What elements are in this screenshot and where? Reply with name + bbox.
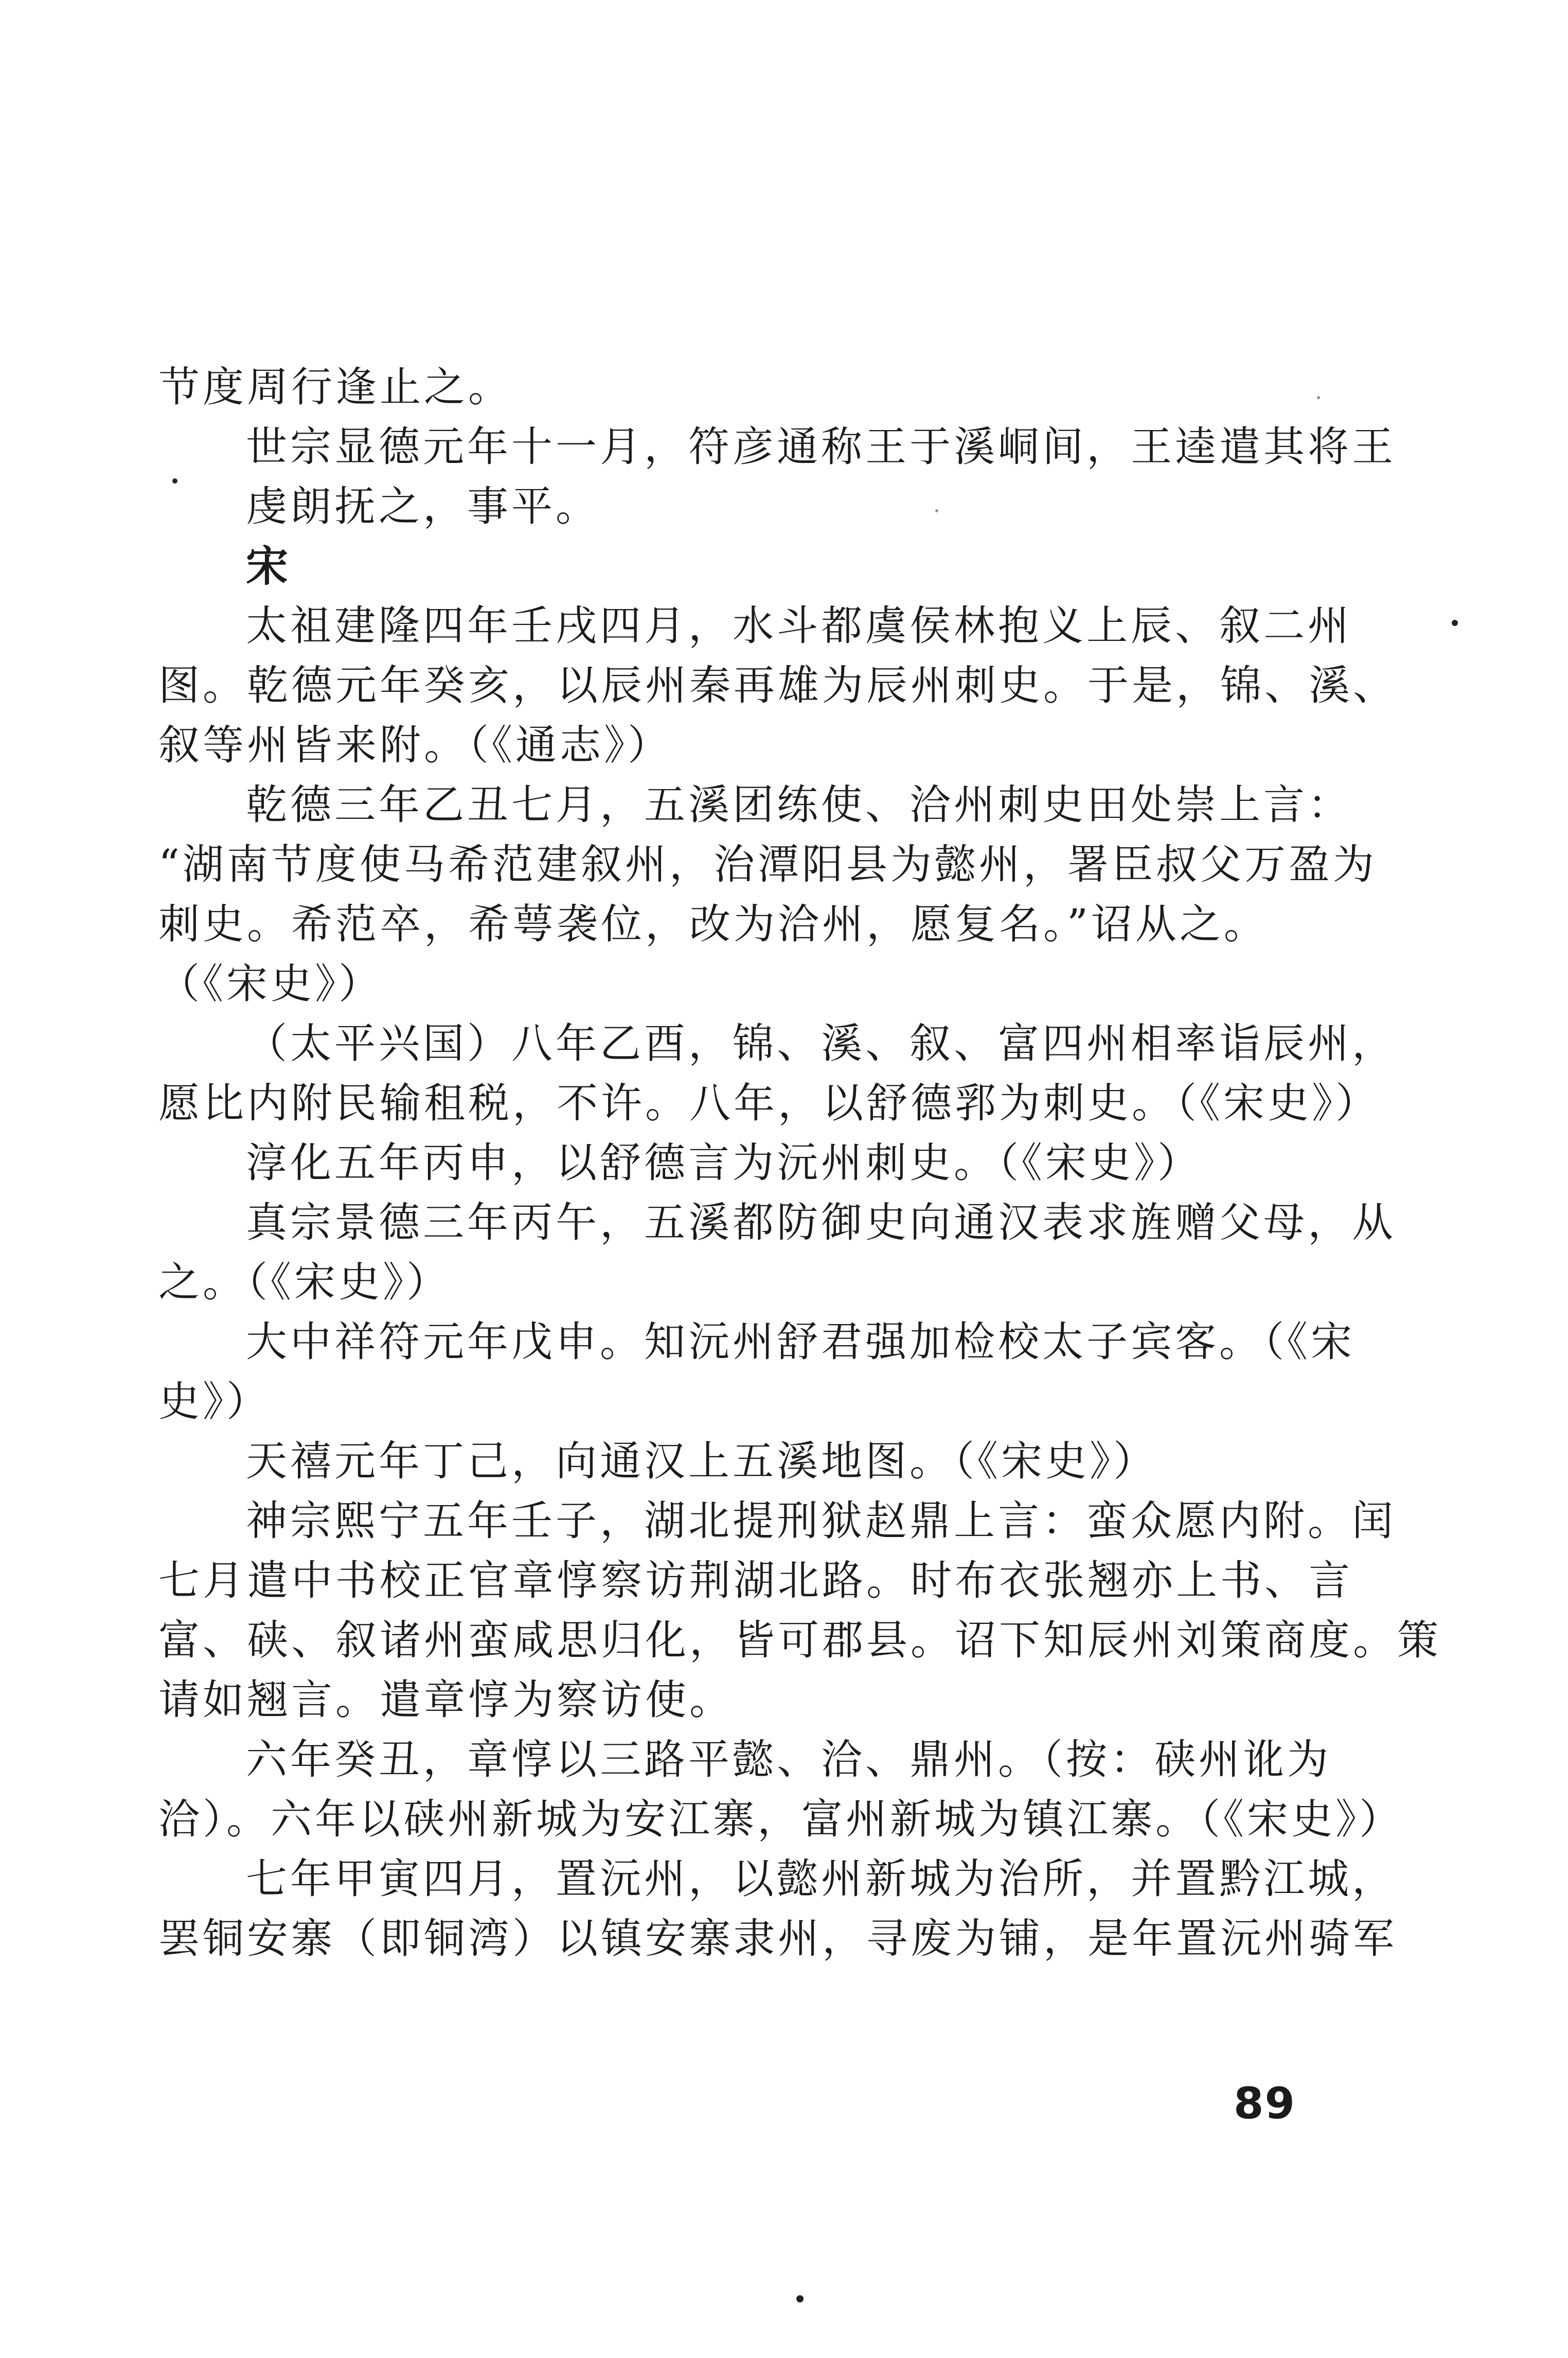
text-line-25: 洽）。六年以硖州新城为安江寨，富州新城为镇江寨。（《宋史》） [158, 1795, 1403, 1843]
scan-speck [1452, 620, 1458, 626]
text-line-21: 七月遣中书校正官章惇察访荆湖北路。时布衣张翘亦上书、言 [158, 1557, 1353, 1604]
section-heading-song: 宋 [246, 542, 292, 591]
scan-speck [172, 478, 177, 484]
text-line-26: 七年甲寅四月，置沅州，以懿州新城为治所，并置黔江城， [246, 1855, 1396, 1903]
text-line-23: 请如翘言。遣章惇为察访使。 [158, 1676, 734, 1724]
text-line-12: （太平兴国）八年乙酉，锦、溪、叙、富四州相率诣辰州， [246, 1020, 1396, 1067]
text-line-22: 富、硖、叙诸州蛮咸思归化，皆可郡县。诏下知辰州刘策商度。策 [158, 1616, 1441, 1664]
text-line-16: 之。（《宋史》） [158, 1258, 451, 1306]
text-line-14: 淳化五年丙申，以舒德言为沅州刺史。（《宋史》） [246, 1139, 1202, 1187]
scan-speck [1317, 396, 1320, 399]
text-line-5: 太祖建隆四年壬戌四月，水斗都虞侯林抱义上辰、叙二州 [246, 602, 1352, 650]
text-line-19: 天禧元年丁己，向通汉上五溪地图。（《宋史》） [246, 1437, 1157, 1485]
text-line-15: 真宗景德三年丙午，五溪都防御史向通汉表求旌赠父母，从 [246, 1199, 1396, 1246]
scan-speck [796, 2295, 804, 2302]
scan-speck [935, 509, 938, 512]
text-line-11: （《宋史》） [158, 960, 383, 1008]
text-line-1: 节度周行逢止之。 [158, 363, 512, 411]
text-line-20: 神宗熙宁五年壬子，湖北提刑狱赵鼎上言：蛮众愿内附。闰 [246, 1497, 1396, 1545]
text-line-6: 图。乾德元年癸亥，以辰州秦再雄为辰州刺史。于是，锦、溪、 [158, 662, 1397, 709]
text-line-3: 虔朗抚之，事平。 [246, 483, 600, 530]
text-line-17: 大中祥符元年戊申。知沅州舒君强加检校太子宾客。（《宋 [246, 1318, 1355, 1366]
text-line-18: 史》） [158, 1378, 271, 1425]
text-line-13: 愿比内附民输租税，不许。八年，以舒德郛为刺史。（《宋史》） [158, 1079, 1380, 1127]
text-line-2: 世宗显德元年十一月，符彦通称王于溪峒间，王逵遣其将王 [246, 423, 1396, 471]
text-line-24: 六年癸丑，章惇以三路平懿、洽、鼎州。（按：硖州讹为 [246, 1736, 1331, 1783]
text-line-9: “湖南节度使马希范建叙州，治潭阳县为懿州，署臣叔父万盈为 [158, 841, 1377, 888]
page-number: 89 [1234, 2078, 1296, 2129]
text-line-8: 乾德三年乙丑七月，五溪团练使、洽州刺史田处崇上言： [246, 781, 1352, 829]
text-line-7: 叙等州皆来附。（《通志》） [158, 721, 672, 769]
text-line-10: 刺史。希范卒，希萼袭位，改为洽州，愿复名。”诏从之。 [158, 900, 1268, 948]
body-text [158, 358, 1441, 1969]
text-line-27: 罢铜安寨（即铜湾）以镇安寨隶州，寻废为铺，是年置沅州骑军 [158, 1915, 1397, 1962]
